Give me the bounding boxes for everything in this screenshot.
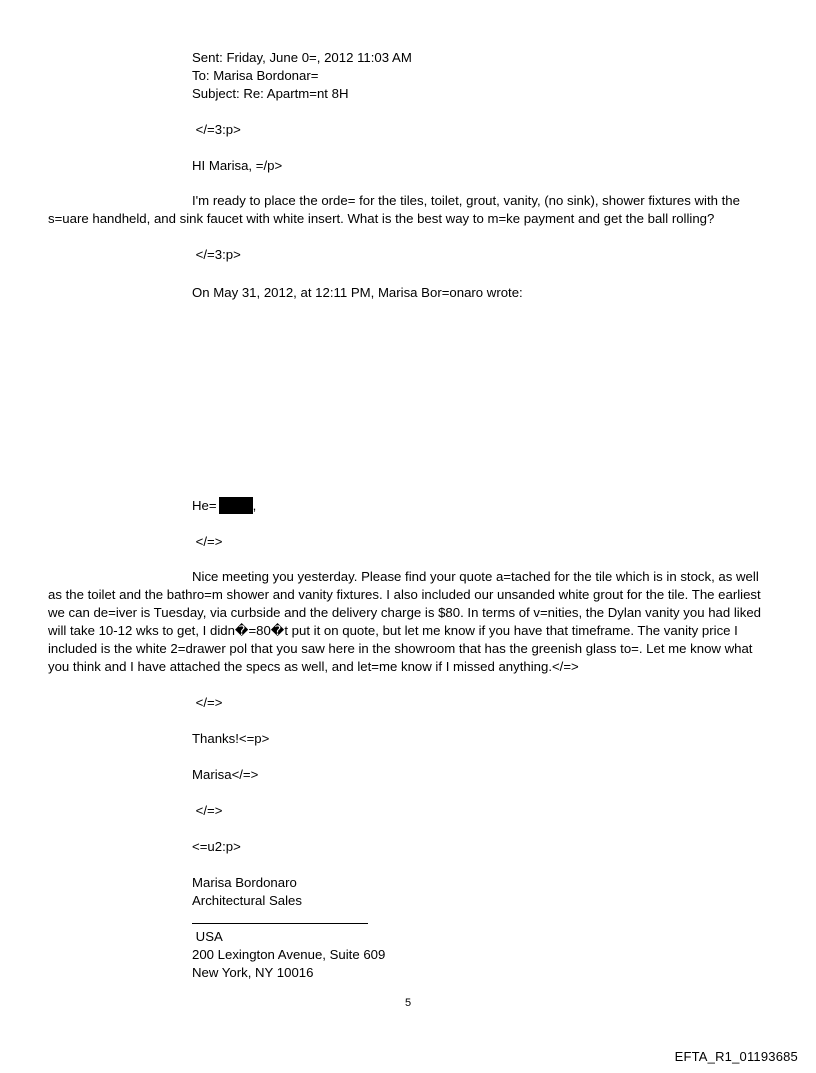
- quote-intro: On May 31, 2012, at 12:11 PM, Marisa Bor=onaro wrote:: [192, 285, 523, 300]
- markup-spacer: </=>: [192, 695, 223, 710]
- markup-spacer: </=3:p>: [192, 122, 241, 137]
- quoted-body: Nice meeting you yesterday. Please find your quote a=tached for the tile which is in stock, as well as the toilet and the bathro=m shower and vanity fixtures. I also included our unsanded white grout for the tile. The earliest we can de=iver is Tuesday, via curbside and the delivery charge is $80. In terms of v=nities, the Dylan vanity you had liked will take 10-12 wks to get, I didn�=80�t put it on quote, but let me know if you have that timeframe. The vanity price I included is the white 2=drawer pol that you saw here in the showroom that has the greenish glass to=. Let me know what you think and I have attached the specs as well, and let=me know if I missed anything.</=>: [48, 569, 761, 674]
- redaction-box: [219, 497, 253, 514]
- reply-greeting: HI Marisa, =/p>: [192, 158, 283, 173]
- subject-line: Subject: Re: Apartm=nt 8H: [192, 86, 349, 101]
- quoted-greeting-prefix: He=: [192, 498, 217, 513]
- signature-divider: [192, 923, 368, 924]
- quoted-sign-name: Marisa</=>: [192, 767, 259, 782]
- reply-body: I'm ready to place the orde= for the tiles, toilet, grout, vanity, (no sink), shower fixtures with the s=uare handheld, and sink faucet with white insert. What is the best way to m=ke payment and get the ball rolling?: [48, 193, 740, 226]
- markup-spacer: </=3:p>: [192, 247, 241, 262]
- markup-spacer: </=>: [192, 803, 223, 818]
- to-line: To: Marisa Bordonar=: [192, 68, 319, 83]
- quoted-thanks: Thanks!<=p>: [192, 731, 270, 746]
- signature-city: New York, NY 10016: [192, 965, 314, 980]
- signature-address: 200 Lexington Avenue, Suite 609: [192, 947, 386, 962]
- markup-spacer: </=>: [192, 534, 223, 549]
- signature-name: Marisa Bordonaro: [192, 875, 297, 890]
- signature-country: USA: [192, 929, 223, 944]
- document-id: EFTA_R1_01193685: [674, 1049, 798, 1064]
- page-number: 5: [404, 997, 412, 1009]
- quoted-greeting-suffix: ,: [252, 498, 257, 513]
- signature-title: Architectural Sales: [192, 893, 302, 908]
- sent-line: Sent: Friday, June 0=, 2012 11:03 AM: [192, 50, 412, 65]
- markup-spacer: <=u2:p>: [192, 839, 241, 854]
- quoted-greeting: [192, 497, 256, 515]
